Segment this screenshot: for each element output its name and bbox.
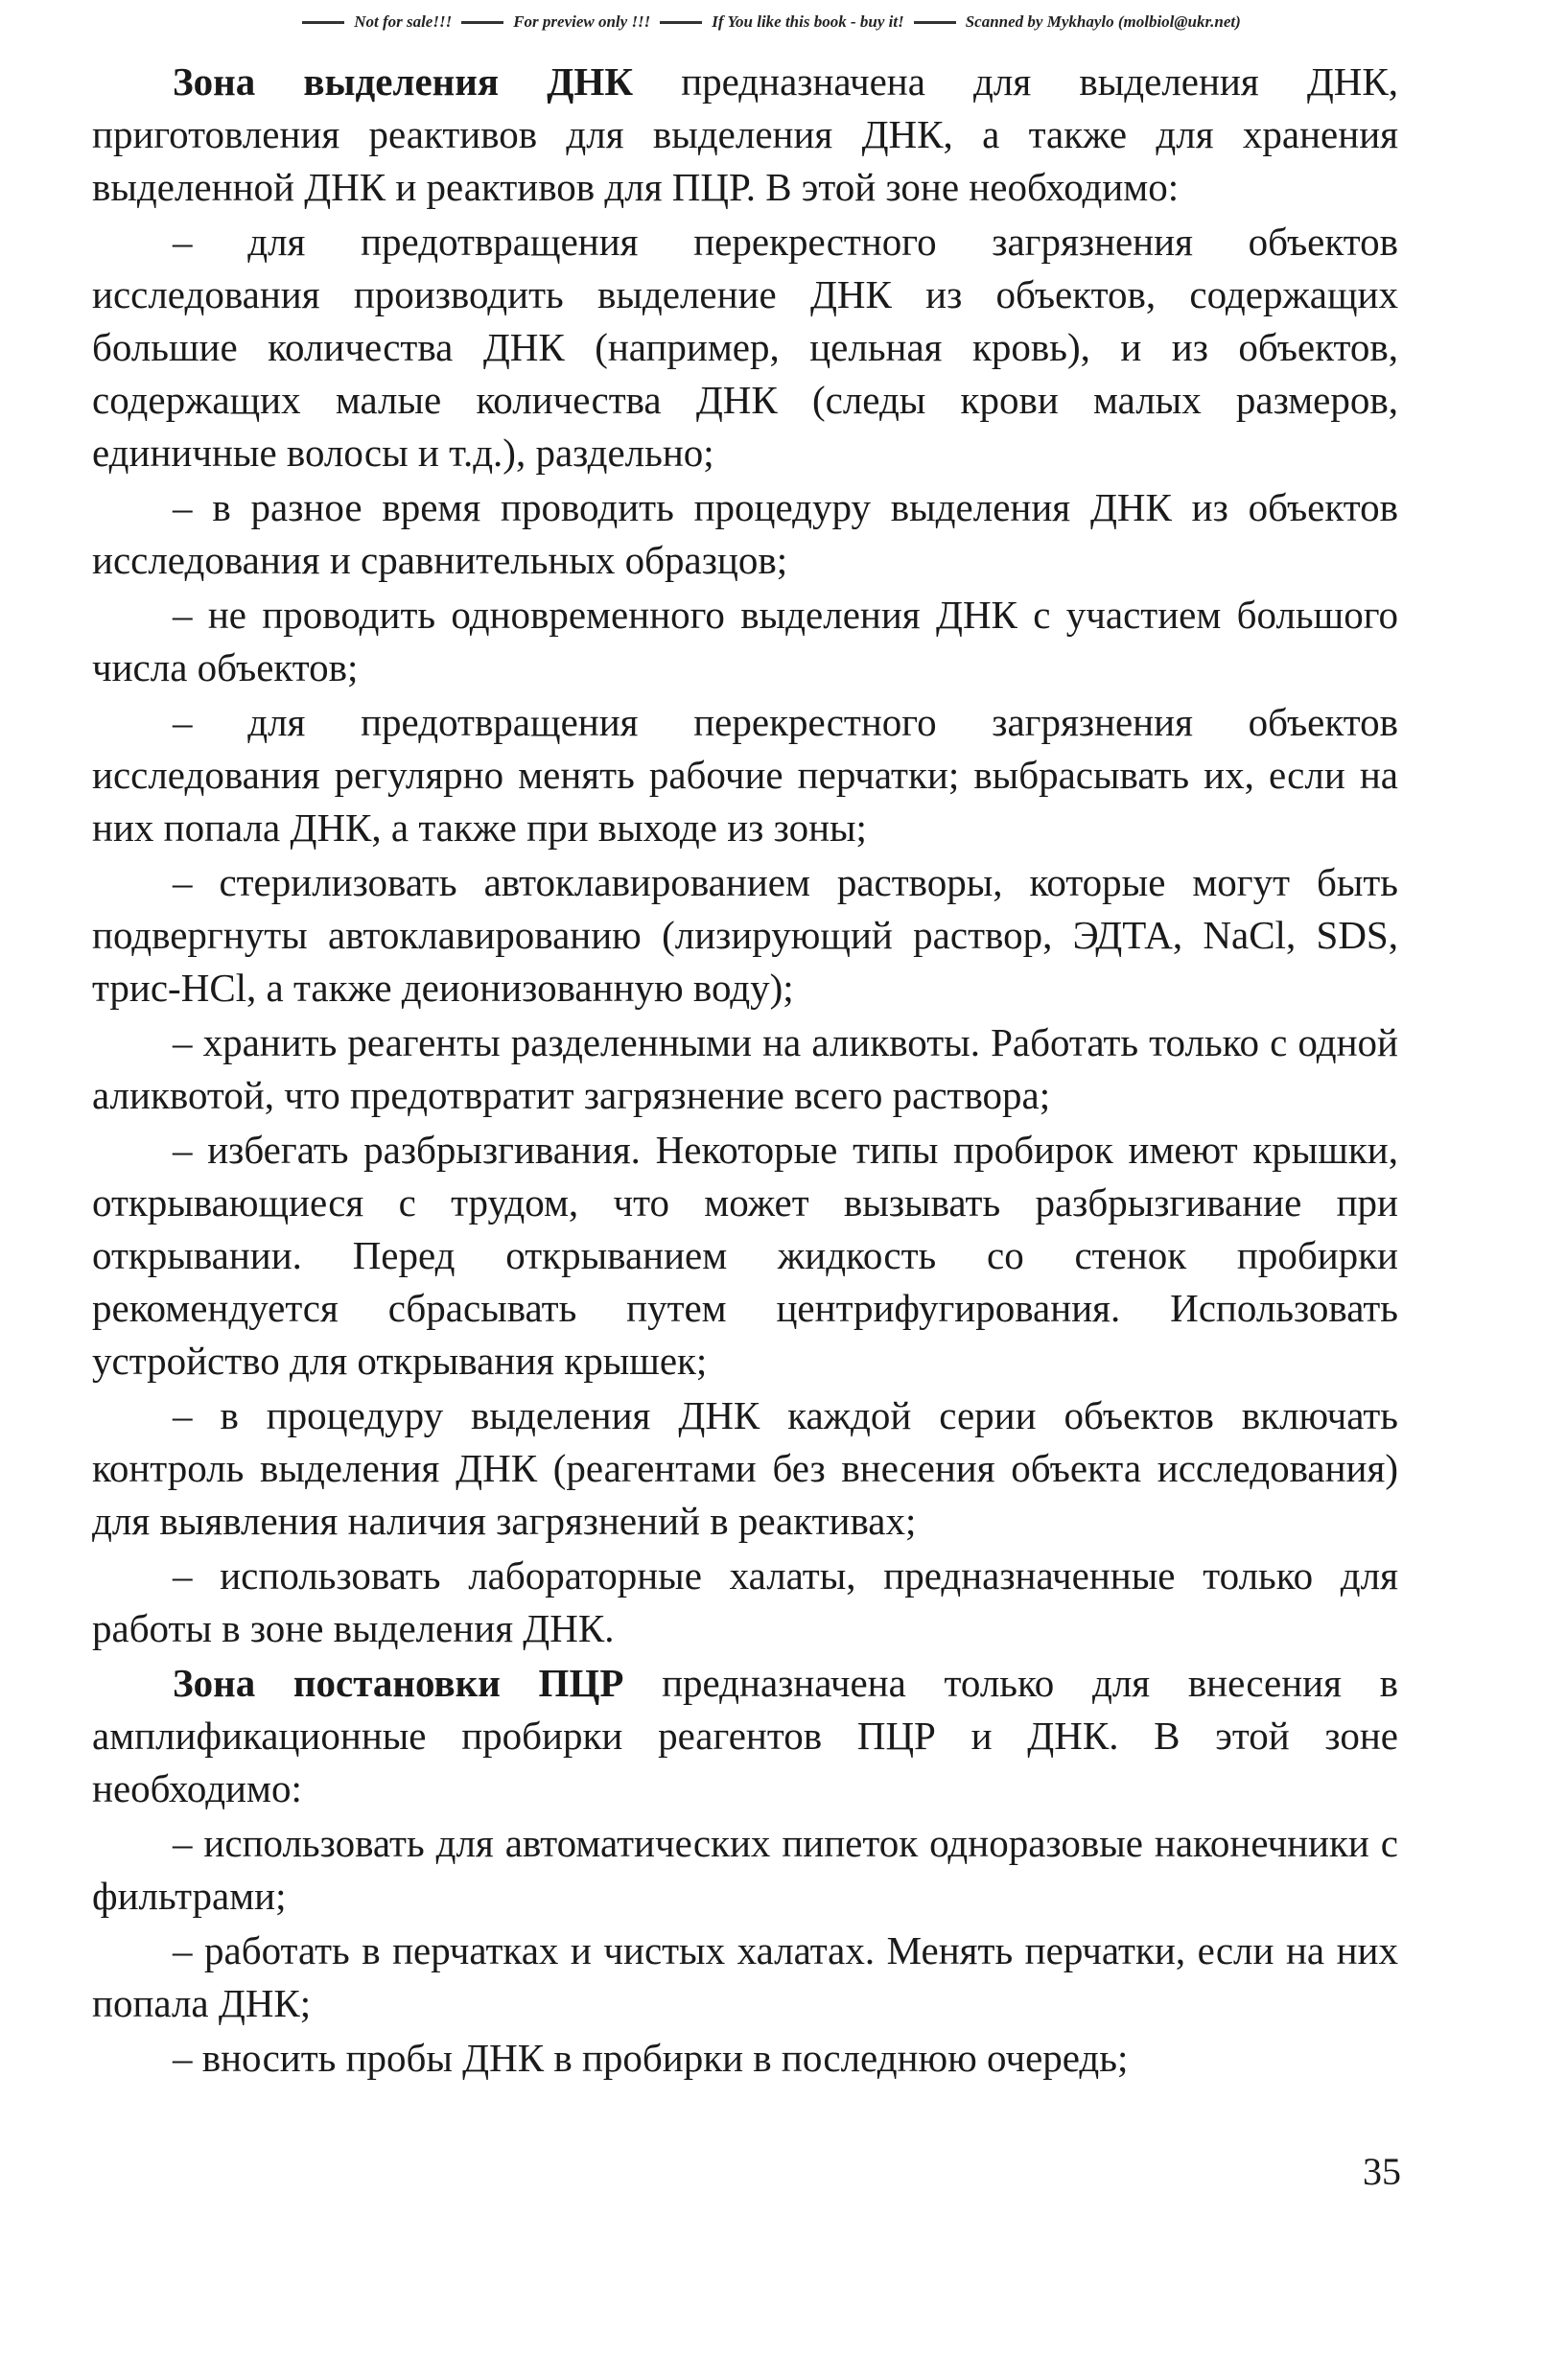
- banner-separator: [302, 21, 344, 24]
- banner-separator: [914, 21, 956, 24]
- list-item: – использовать лабораторные халаты, предназначенные только для работы в зоне выделения ДНК.: [92, 1553, 1398, 1650]
- banner-text-1: Not for sale!!!: [354, 12, 453, 31]
- banner-separator: [660, 21, 702, 24]
- list-item: – для предотвращения перекрестного загрязнения объектов исследования регулярно менять рабочие перчатки; выбрасывать их, если на них попала ДНК, а также при выходе из зоны;: [92, 700, 1398, 850]
- list-item: – вносить пробы ДНК в пробирки в последнюю очередь;: [173, 2036, 1129, 2080]
- watermark-banner: [0, 8, 1543, 36]
- banner-text-3: If You like this book - buy it!: [712, 12, 904, 31]
- banner-separator: [461, 21, 503, 24]
- banner-text-4: Scanned by Mykhaylo (molbiol@ukr.net): [965, 12, 1241, 31]
- list-item: – в разное время проводить процедуру выделения ДНК из объектов исследования и сравнительных образцов;: [92, 485, 1398, 582]
- list-item: – для предотвращения перекрестного загрязнения объектов исследования производить выделение ДНК из объектов, содержащих большие количества ДНК (например, цельная кровь), и из объектов, содержащих малые количества ДНК (следы крови малых размеров, единичные волосы и т.д.), раздельно;: [92, 220, 1398, 475]
- list-item: – хранить реагенты разделенными на аликвоты. Работать только с одной аликвотой, что предотвратит загрязнение всего раствора;: [92, 1020, 1398, 1117]
- section1-intro: предназначена для выделения ДНК, приготовления реактивов для выделения ДНК, а также для хранения выделенной ДНК и реактивов для ПЦР. В этой зоне необходимо:: [92, 59, 1399, 209]
- page-number: 35: [1363, 2150, 1401, 2193]
- banner-text-2: For preview only !!!: [513, 12, 651, 31]
- list-item: – использовать для автоматических пипеток одноразовые наконечники с фильтрами;: [92, 1821, 1398, 1918]
- section2-intro-paragraph: [92, 1657, 1398, 1815]
- section2-intro: предназначена только для внесения в амплификационные пробирки реагентов ПЦР и ДНК. В этой зоне необходимо:: [92, 1661, 1399, 1810]
- list-item: – избегать разбрызгивания. Некоторые типы пробирок имеют крышки, открывающиеся с трудом, что может вызывать разбрызгивание при открывании. Перед открыванием жидкость со стенок пробирки рекомендуется сбрасывать путем центрифугирования. Использовать устройство для открывания крышек;: [92, 1128, 1398, 1383]
- list-item: – в процедуру выделения ДНК каждой серии объектов включать контроль выделения ДНК (реагентами без внесения объекта исследования) для выявления наличия загрязнений в реактивах;: [92, 1393, 1398, 1543]
- section1-title: Зона выделения ДНК: [173, 59, 634, 104]
- section2-title: Зона постановки ПЦР: [173, 1661, 624, 1705]
- list-item: – стерилизовать автоклавированием растворы, которые могут быть подвергнуты автоклавированию (лизирующий раствор, ЭДТА, NaCl, SDS, трис-HCl, а также деионизованную воду);: [92, 860, 1398, 1010]
- list-item: – работать в перчатках и чистых халатах. Менять перчатки, если на них попала ДНК;: [92, 1928, 1398, 2025]
- list-item: – не проводить одновременного выделения ДНК с участием большого числа объектов;: [92, 593, 1398, 689]
- section1-intro-paragraph: [92, 56, 1398, 214]
- page-body: [92, 56, 1398, 2087]
